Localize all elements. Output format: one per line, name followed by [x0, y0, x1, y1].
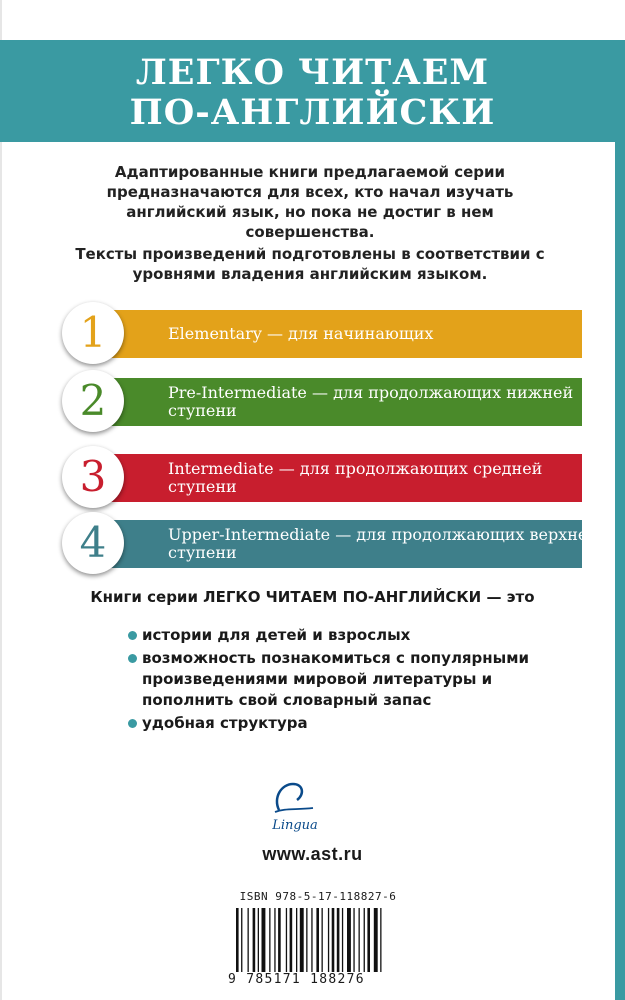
barcode-bar [332, 908, 335, 972]
isbn-text: ISBN 978-5-17-118827-6 [239, 890, 397, 903]
level-1-row [62, 302, 582, 368]
level-4-number: 4 [62, 512, 124, 574]
barcode-bar [328, 908, 329, 972]
barcode-bar [248, 908, 249, 972]
barcode-bar [296, 908, 297, 972]
list-item-text: истории для детей и взрослых [142, 626, 411, 644]
bullet-dot-icon [128, 654, 137, 663]
barcode-bar [262, 908, 266, 972]
barcode-icon [236, 908, 404, 972]
barcode-bar [337, 908, 340, 972]
list-item [128, 625, 548, 646]
list-item-text: удобная структура [142, 714, 308, 732]
list-item [128, 713, 548, 734]
level-4-band [102, 520, 599, 568]
series-title-line-1: ЛЕГКО ЧИТАЕМ [135, 52, 490, 93]
barcode-bar [367, 908, 370, 972]
barcode-bar [364, 908, 365, 972]
barcode-bar [359, 908, 360, 972]
level-2-band [102, 378, 582, 426]
barcode-bar [353, 908, 354, 972]
publisher-logo-text: Lingua [272, 818, 318, 833]
barcode-bar [322, 908, 323, 972]
barcode-bar [274, 908, 275, 972]
list-item-text: возможность познакомиться с популярными произведениями мировой литературы и пополнить свой словарный запас [142, 649, 529, 709]
bullet-dot-icon [128, 719, 137, 728]
barcode-bar [300, 908, 304, 972]
barcode-bar [316, 908, 319, 972]
barcode-bar [380, 908, 381, 972]
bullet-dot-icon [128, 631, 137, 640]
level-3-band [102, 454, 582, 502]
lingua-swirl-icon [265, 778, 325, 814]
level-2-text: Pre-Intermediate — для продолжающих нижней ступени [168, 383, 574, 420]
feature-list [128, 625, 548, 736]
barcode-bar [290, 908, 293, 972]
intro-paragraph-1: Адаптированные книги предлагаемой серии предназначаются для всех, кто начал изучать английский язык, но пока не достиг в нем совершенства. [106, 163, 514, 241]
intro-paragraph-2: Тексты произведений подготовлены в соответствии с уровнями владения английским языком. [75, 245, 545, 283]
level-1-text: Elementary — для начинающих [168, 324, 434, 343]
series-title-banner [0, 40, 625, 142]
right-border-strip [615, 142, 625, 1000]
level-3-number: 3 [62, 446, 124, 508]
barcode-bar [236, 908, 239, 972]
level-1-number: 1 [62, 302, 124, 364]
barcode-bar [342, 908, 343, 972]
barcode-bar [306, 908, 307, 972]
series-title-line-2: ПО-АНГЛИЙСКИ [129, 92, 496, 133]
level-2-number: 2 [62, 370, 124, 432]
barcode-bar [258, 908, 259, 972]
barcode-box [228, 890, 408, 990]
barcode-bar [278, 908, 281, 972]
publisher-url: www.ast.ru [262, 844, 363, 864]
level-3-text: Intermediate — для продолжающих средней ступени [168, 459, 543, 496]
level-2-row [62, 370, 582, 436]
series-description: Книги серии ЛЕГКО ЧИТАЕМ ПО-АНГЛИЙСКИ — это [90, 588, 535, 606]
level-3-row [62, 446, 582, 512]
barcode-bar [286, 908, 287, 972]
barcode-bar [241, 908, 242, 972]
level-4-text: Upper-Intermediate — для продолжающих верхней ступени [168, 525, 599, 562]
barcode-bar [374, 908, 378, 972]
barcode-number: 9 785171 188276 [228, 972, 365, 987]
list-item [128, 648, 548, 711]
barcode-bar [269, 908, 270, 972]
publisher-logo [265, 778, 325, 833]
barcode-bar [347, 908, 351, 972]
level-4-row [62, 512, 599, 578]
level-1-band [102, 310, 582, 358]
barcode-bar [311, 908, 312, 972]
barcode-bar [253, 908, 256, 972]
